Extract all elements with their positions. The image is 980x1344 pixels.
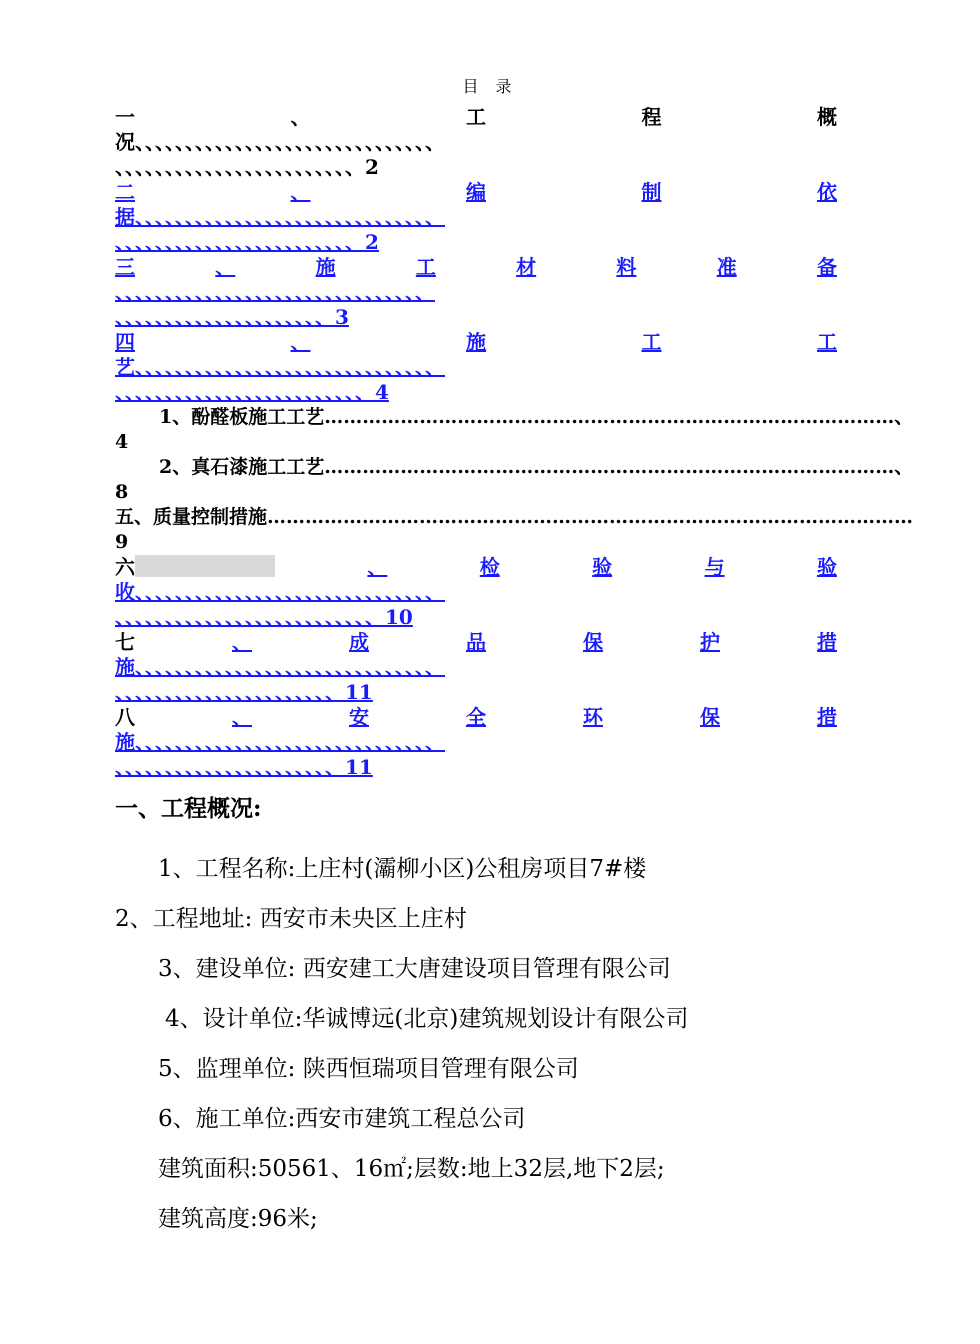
toc-leader-tail: 、、、、、、、、、、、、、、、、、、、、、、、、2: [115, 230, 379, 254]
paragraph-supervisor: 5、监理单位: 陕西恒瑞项目管理有限公司: [158, 1056, 579, 1082]
section-title: 一、工程概况:: [115, 795, 262, 822]
table-of-contents: [115, 105, 837, 405]
toc-heading-char: 依: [817, 180, 837, 204]
toc-entry[interactable]: [115, 255, 837, 330]
toc-heading-char: 概: [817, 105, 837, 129]
toc-end-mark: 、: [894, 406, 914, 428]
toc-heading-char: 、: [232, 705, 252, 729]
toc-heading-char: 施: [466, 330, 486, 354]
toc-page-number: 9: [115, 531, 129, 553]
toc-heading-char: 验: [592, 555, 613, 579]
toc-heading-char: 环: [583, 705, 603, 729]
toc-sub-label: 2、真石漆施工工艺: [159, 456, 325, 478]
toc-leader-tail: 、、、、、、、、、、、、、、、、、、、、、、、、、、10: [115, 605, 413, 629]
toc-heading-char: 六: [115, 555, 135, 579]
toc-leader-tail: 、、、、、、、、、、、、、、、、、、、、、、、、2: [115, 155, 379, 179]
toc-leader-dots: ………………………………………………………………………………: [324, 456, 895, 478]
toc-heading-char: 与: [704, 555, 725, 579]
toc-heading-row: [115, 105, 837, 130]
toc-heading-char: 全: [466, 705, 486, 729]
toc-heading-char: 保: [700, 705, 720, 729]
toc-leader-line: 施、、、、、、、、、、、、、、、、、、、、、、、、、、、、、、: [115, 730, 445, 754]
toc-end-mark: 、: [894, 456, 914, 478]
toc-entry[interactable]: [115, 705, 837, 780]
toc-entry[interactable]: [115, 180, 837, 255]
toc-heading-char: 编: [466, 180, 486, 204]
toc-heading-row: [115, 705, 837, 730]
paragraph-contractor: 6、施工单位:西安市建筑工程总公司: [158, 1106, 526, 1132]
toc-entry[interactable]: [115, 330, 837, 405]
toc-heading-char: 一: [115, 105, 135, 129]
toc-heading-char: 保: [583, 630, 603, 654]
toc-heading-char: 工: [641, 330, 662, 354]
toc-heading-row: [115, 180, 837, 205]
toc-heading-char: 措: [817, 705, 837, 729]
toc-sub-label: 1、酚醛板施工工艺: [159, 406, 325, 428]
toc-leader-line: 收、、、、、、、、、、、、、、、、、、、、、、、、、、、、、、: [115, 580, 445, 604]
toc-heading-char: 、: [290, 105, 311, 129]
toc-heading-char: 备: [816, 255, 837, 279]
toc-leader-line: 、、、、、、、、、、、、、、、、、、、、、、、、、、、、、、、: [115, 280, 435, 304]
toc-heading-char: [115, 555, 275, 580]
highlight-mark: [135, 555, 275, 577]
toc-heading-char: 护: [700, 630, 720, 654]
paragraph-height: 建筑高度:96米;: [158, 1206, 318, 1232]
toc-heading-char: 七: [115, 630, 135, 654]
paragraph-owner: 3、建设单位: 西安建工大唐建设项目管理有限公司: [158, 956, 671, 982]
paragraph-project-name: 1、工程名称:上庄村(灞柳小区)公租房项目7#楼: [158, 856, 647, 882]
toc-entry[interactable]: [115, 555, 837, 630]
toc-heading-char: 、: [290, 180, 311, 204]
toc-heading-char: 检: [479, 555, 500, 579]
toc-heading-char: 、: [232, 630, 252, 654]
toc-heading-char: 、: [290, 330, 311, 354]
toc-heading-char: 成: [349, 630, 369, 654]
toc-heading-row: [115, 630, 837, 655]
toc-heading-row: [115, 555, 837, 580]
toc-heading-char: 二: [115, 180, 135, 204]
toc-sub-label: 五、质量控制措施: [115, 506, 268, 528]
paragraph-project-address: 2、工程地址: 西安市未央区上庄村: [115, 906, 467, 932]
toc-title: 目 录: [462, 77, 518, 96]
toc-heading-char: 措: [817, 630, 837, 654]
toc-heading-char: 工: [817, 330, 837, 354]
toc-heading-char: 材: [516, 255, 537, 279]
toc-heading-char: 品: [466, 630, 486, 654]
toc-leader-line: 艺、、、、、、、、、、、、、、、、、、、、、、、、、、、、、、: [115, 355, 445, 379]
toc-leader-dots: …………………………………………………………………………………………: [267, 506, 914, 528]
toc-leader-tail: 、、、、、、、、、、、、、、、、、、、、、、、、、4: [115, 380, 389, 404]
toc-entry-sub1[interactable]: [115, 405, 914, 455]
toc-heading-char: 验: [816, 555, 837, 579]
toc-entry-sub2[interactable]: [115, 455, 914, 505]
paragraph-designer: 4、设计单位:华诚博远(北京)建筑规划设计有限公司: [165, 1006, 689, 1032]
toc-heading-char: 准: [716, 255, 737, 279]
toc-heading-char: 八: [115, 705, 135, 729]
toc-entry-5[interactable]: [115, 505, 914, 555]
toc-heading-char: 四: [115, 330, 135, 354]
toc-leader-line: 况、、、、、、、、、、、、、、、、、、、、、、、、、、、、、、: [115, 130, 445, 154]
toc-heading-char: 料: [616, 255, 637, 279]
toc-heading-char: 制: [641, 180, 662, 204]
toc-leader-tail: 、、、、、、、、、、、、、、、、、、、、、、11: [115, 755, 373, 779]
toc-leader-line: 施、、、、、、、、、、、、、、、、、、、、、、、、、、、、、、: [115, 655, 445, 679]
toc-heading-char: 、: [367, 555, 388, 579]
toc-heading-char: 安: [349, 705, 369, 729]
toc-leader-tail: 、、、、、、、、、、、、、、、、、、、、、、11: [115, 680, 373, 704]
toc-heading-row: [115, 330, 837, 355]
table-of-contents-2: [115, 555, 837, 780]
toc-heading-char: 三: [115, 255, 135, 279]
toc-page-number: 4: [115, 431, 129, 453]
toc-heading-row: [115, 255, 837, 280]
toc-page-number: 8: [115, 481, 129, 503]
paragraph-area: 建筑面积:50561、16㎡;层数:地上32层,地下2层;: [158, 1156, 665, 1182]
toc-heading-char: 工: [466, 105, 486, 129]
toc-entry[interactable]: [115, 105, 837, 180]
toc-heading-char: 程: [641, 105, 662, 129]
toc-heading-char: 工: [415, 255, 436, 279]
toc-heading-char: 、: [215, 255, 236, 279]
toc-heading-char: 施: [315, 255, 336, 279]
toc-leader-line: 据、、、、、、、、、、、、、、、、、、、、、、、、、、、、、、: [115, 205, 445, 229]
toc-entry[interactable]: [115, 630, 837, 705]
toc-leader-dots: ………………………………………………………………………………: [324, 406, 895, 428]
toc-leader-tail: 、、、、、、、、、、、、、、、、、、、、、3: [115, 305, 349, 329]
